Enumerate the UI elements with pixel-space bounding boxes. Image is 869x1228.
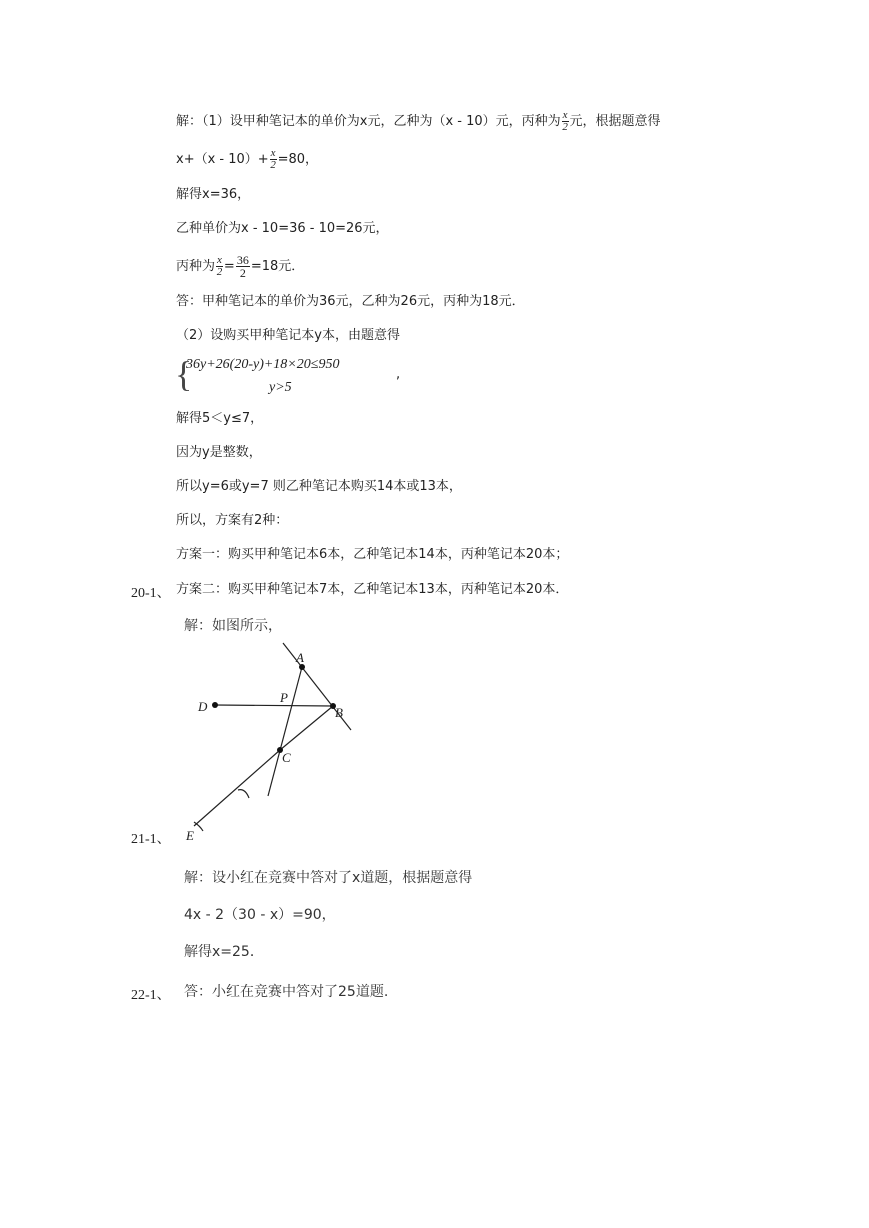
- q20-line-6: 答：甲种笔记本的单价为36元，乙种为26元，丙种为18元．: [176, 294, 525, 309]
- frac-den: 2: [239, 266, 246, 280]
- q21-line-1: 解：如图所示，: [184, 618, 282, 634]
- system-eq-2: y>5: [269, 380, 292, 395]
- q20-line-10: 所以y=6或y=7 则乙种笔记本购买14本或13本，: [176, 479, 462, 494]
- label-e: E: [186, 828, 194, 843]
- q20-line-13: 方案二：购买甲种笔记本7本，乙种笔记本13本，丙种笔记本20本．: [176, 582, 569, 597]
- q22-line-2: 4x - 2（30 - x）=90，: [184, 907, 336, 923]
- label-a: A: [296, 650, 304, 665]
- frac-den: 2: [270, 159, 276, 171]
- question-label-22: 22-1、: [131, 988, 171, 1003]
- label-c: C: [282, 750, 291, 765]
- label-p: P: [280, 690, 288, 705]
- q22-line-3: 解得x=25．: [184, 944, 264, 960]
- frac-num: 36: [236, 253, 249, 267]
- question-label-21: 21-1、: [131, 832, 171, 847]
- q20-line-1-b: 元，根据题意得: [569, 114, 661, 129]
- segment-db: [215, 705, 333, 706]
- q20-line-9: 因为y是整数，: [176, 445, 262, 460]
- arc-mark-2: [194, 822, 203, 831]
- q22-line-1: 解：设小红在竞赛中答对了x道题，根据题意得: [184, 870, 473, 886]
- system-eq-1: 36y+26(20-y)+18×20≤950: [186, 357, 340, 372]
- system-comma: ,: [396, 367, 401, 382]
- arc-mark-1: [238, 790, 249, 798]
- frac-num: x: [562, 109, 568, 121]
- q20-line-7: （2）设购买甲种笔记本y本，由题意得: [176, 328, 400, 343]
- q20-line-8: 解得5＜y≤7，: [176, 411, 264, 426]
- q20-line-3: 解得x=36，: [176, 187, 251, 202]
- frac-num: x: [217, 254, 222, 266]
- q20-line-5-b: =18元．: [250, 259, 305, 274]
- question-label-20: 20-1、: [131, 586, 171, 601]
- ray-ce: [194, 750, 280, 826]
- point-d: [212, 702, 218, 708]
- line-ac: [268, 667, 302, 796]
- label-d: D: [198, 699, 208, 714]
- segment-bc: [280, 706, 333, 750]
- frac-num: x: [270, 147, 276, 159]
- equals-sign: =: [223, 259, 235, 274]
- q20-line-12: 方案一：购买甲种笔记本6本，乙种笔记本14本，丙种笔记本20本；: [176, 547, 569, 562]
- q20-line-5-a: 丙种为: [176, 259, 216, 274]
- q20-line-11: 所以，方案有2种：: [176, 513, 289, 528]
- q20-line-2-a: x+（x - 10）+: [176, 152, 269, 167]
- q20-line-4: 乙种单价为x - 10=36 - 10=26元，: [176, 221, 389, 236]
- label-b: B: [335, 705, 343, 720]
- q20-line-1-a: 解：（1）设甲种笔记本的单价为x元，乙种为（x - 10）元，丙种为: [176, 114, 561, 129]
- q20-line-2-b: =80，: [277, 152, 318, 167]
- q22-line-4: 答：小红在竞赛中答对了25道题.: [184, 984, 389, 1000]
- frac-den: 2: [216, 266, 223, 278]
- system-brace: {: [175, 354, 193, 394]
- frac-den: 2: [562, 121, 568, 133]
